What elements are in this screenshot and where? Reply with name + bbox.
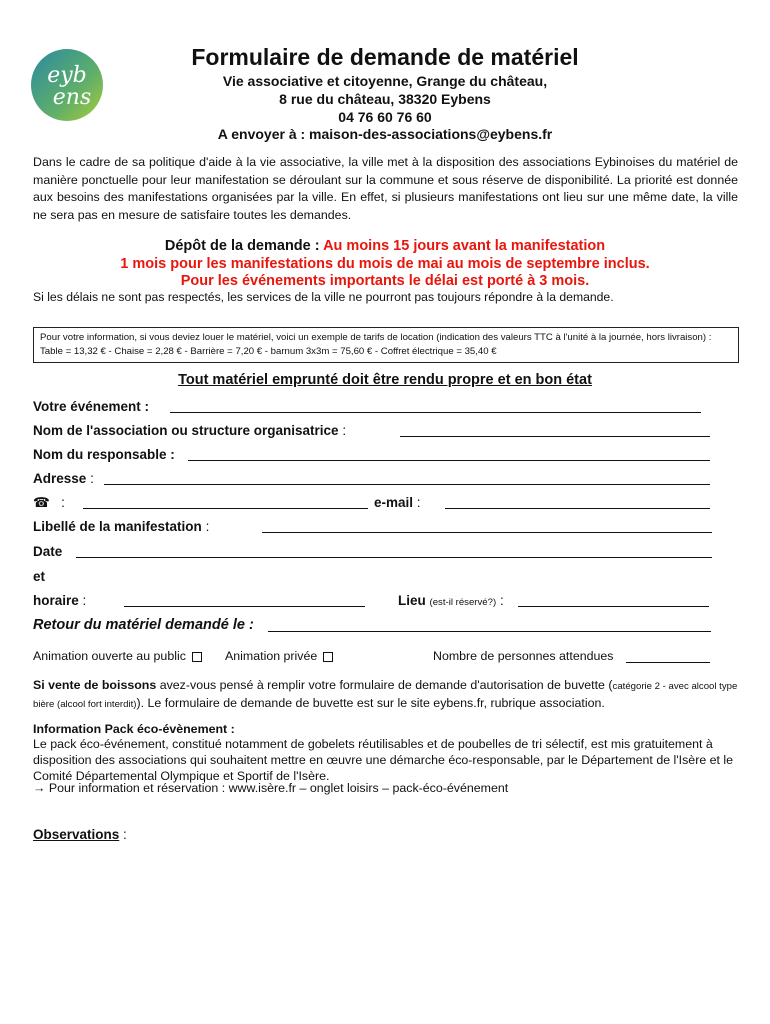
form-section-title: Tout matériel emprunté doit être rendu propre et en bon état: [178, 372, 592, 388]
address-line-1: Vie associative et citoyenne, Grange du château,: [222, 73, 548, 89]
retour-label: Retour du matériel demandé le :: [33, 617, 254, 633]
address-line-2: 8 rue du château, 38320 Eybens: [279, 91, 491, 107]
eco-title: Information Pack éco-évènement :: [33, 722, 235, 736]
svg-text:ens: ens: [52, 85, 92, 110]
eco-text: Le pack éco-événement, constitué notamment de gobelets réutilisables et de poubelles de tri sélectif, est mis gratuitement à disposition des associations qui souhaitent mettre en œuvre une démarche éco-responsable, par le Département de l'Isère et le Comité Départemental Olympique et Sportif de l'Isère.: [33, 737, 734, 783]
lieu-field[interactable]: [518, 606, 709, 607]
horaire-field[interactable]: [124, 606, 365, 607]
date-field[interactable]: [76, 557, 712, 558]
nb-personnes-field[interactable]: [626, 662, 710, 663]
address-label: Adresse :: [33, 471, 94, 486]
horaire-label: horaire :: [33, 593, 87, 608]
email-label: e-mail :: [374, 495, 421, 510]
deposit-note: Si les délais ne sont pas respectés, les services de la ville ne pourront pas toujours répondre à la demande.: [33, 290, 614, 304]
animation-public-checkbox[interactable]: [192, 652, 202, 662]
phone-icon: ☎: [33, 495, 50, 510]
responsible-field[interactable]: [188, 460, 710, 461]
svg-text:eyb: eyb: [47, 63, 87, 88]
eco-link: → Pour information et réservation : www.isère.fr – onglet loisirs – pack-éco-événement: [33, 781, 509, 795]
phone-field[interactable]: [83, 508, 368, 509]
intro-paragraph: Dans le cadre de sa politique d'aide à la vie associative, la ville met à la disposition des associations Eybinoises du matériel de manière ponctuelle pour leur manifestation se déroulant sur la commune et sous réserve de disponibilité. La priorité est donnée aux besoins des manifestations organisées par la ville. En effet, si plusieurs manifestations ont lieu sur une même date, la ville ne sera pas en mesure de satisfaire toutes les demandes.: [33, 155, 738, 222]
association-field[interactable]: [400, 436, 710, 437]
email-field[interactable]: [445, 508, 710, 509]
event-label: Votre événement :: [33, 399, 150, 414]
tarifs-box: Pour votre information, si vous deviez louer le matériel, voici un exemple de tarifs de location (indication des valeurs TTC à l'unité à la journée, hors livraison) : Table = 13,32 € - Chaise = 2,28 € - Barrière = 7,20 € - barnum 3x3m = 75,60 € - Coffret électrique = 35,40 €: [33, 327, 739, 363]
date-label: Date: [33, 544, 63, 559]
responsible-label: Nom du responsable :: [33, 447, 175, 462]
observations-label: Observations :: [33, 827, 127, 842]
lieu-label: Lieu (est-il réservé?) :: [398, 593, 504, 608]
deposit-line-1: Dépôt de la demande : Au moins 15 jours avant la manifestation: [164, 238, 606, 254]
page-title: Formulaire de demande de matériel: [191, 44, 579, 70]
libelle-label: Libellé de la manifestation :: [33, 519, 210, 534]
phone-label: ☎ :: [33, 495, 65, 510]
event-field[interactable]: [170, 412, 701, 413]
association-label: Nom de l'association ou structure organisatrice :: [33, 423, 347, 438]
nb-personnes-label: Nombre de personnes attendues: [433, 649, 614, 663]
address-field[interactable]: [104, 484, 710, 485]
phone-number: 04 76 60 76 60: [338, 109, 432, 125]
animation-privee-checkbox[interactable]: [323, 652, 333, 662]
deposit-line-2: 1 mois pour les manifestations du mois de mai au mois de septembre inclus.: [120, 256, 650, 272]
send-to-email: A envoyer à : maison-des-associations@eybens.fr: [217, 126, 553, 142]
animation-privee-option[interactable]: Animation privée: [225, 649, 333, 663]
libelle-field[interactable]: [262, 532, 712, 533]
animation-public-option[interactable]: Animation ouverte au public: [33, 649, 202, 663]
et-label: et: [33, 569, 46, 584]
deposit-line-3: Pour les événements importants le délai est porté à 3 mois.: [180, 273, 590, 289]
retour-field[interactable]: [268, 631, 711, 632]
buvette-paragraph: Si vente de boissons avez-vous pensé à remplir votre formulaire de demande d'autorisation de buvette (catégorie 2 - avec alcool type bière (alcool fort interdit)). Le formulaire de demande de buvette est sur le site eybens.fr, rubrique association.: [33, 678, 738, 710]
